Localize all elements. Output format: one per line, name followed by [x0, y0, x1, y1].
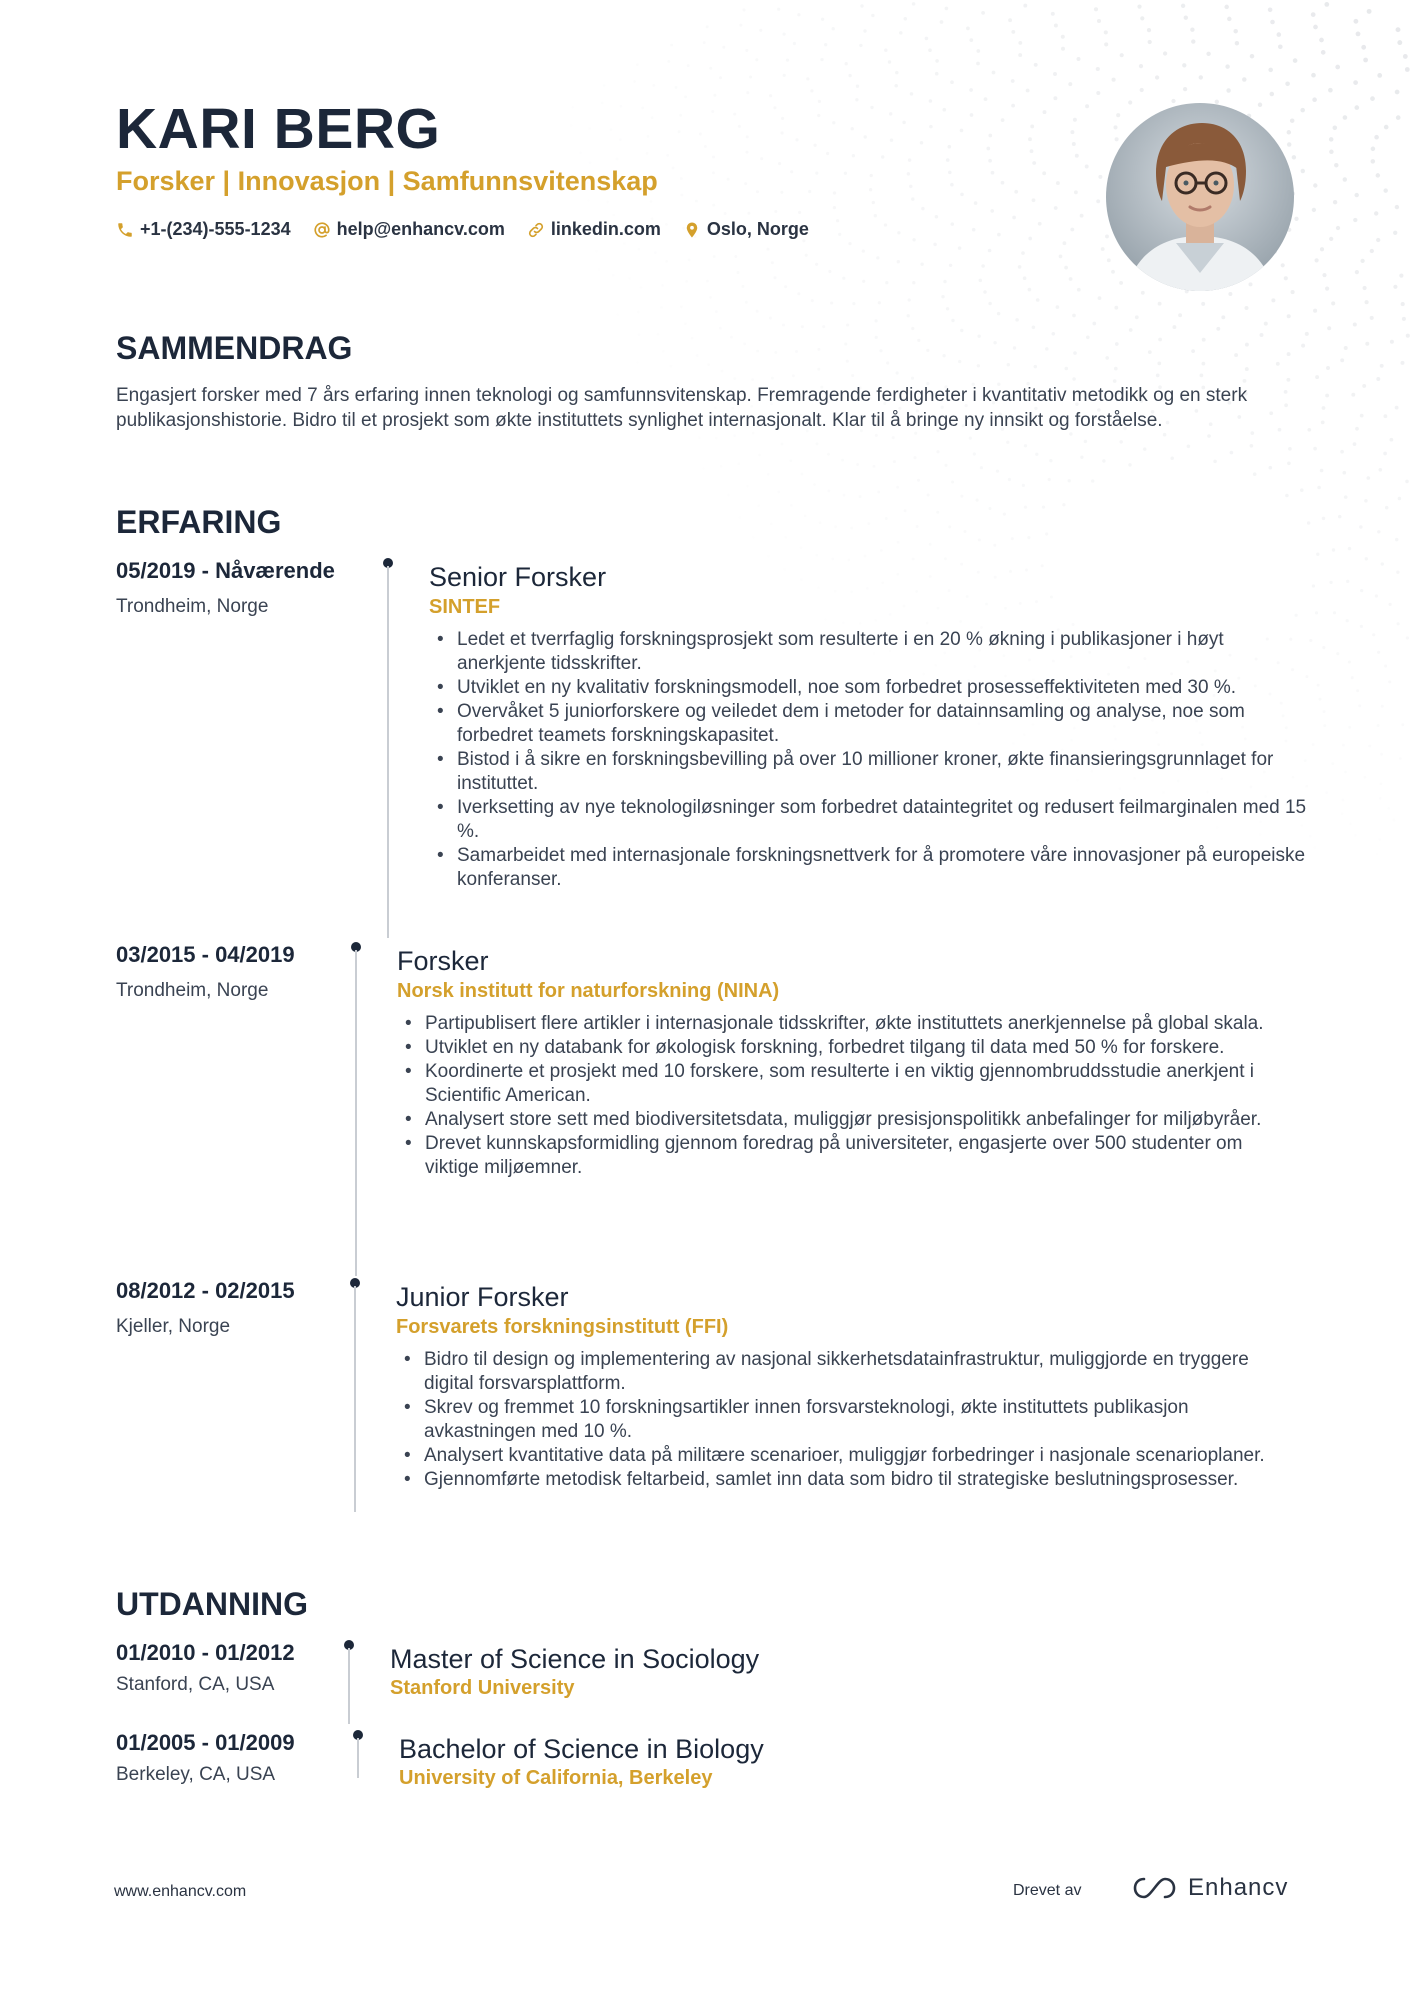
- company-name: Norsk institutt for naturforskning (NINA): [397, 980, 780, 1002]
- brand-name: Enhancv: [1188, 1874, 1289, 1901]
- footer-powered-by: Drevet av: [1013, 1882, 1082, 1899]
- enhancv-logo-icon: [1132, 1875, 1178, 1901]
- job-title: Junior Forsker: [396, 1282, 569, 1312]
- list-item: • Analysert store sett med biodiversitetsdata, muliggjør presisjonspolitikk anbefalinger for miljøbyråer.: [403, 1108, 1283, 1132]
- contact-bar: [116, 219, 809, 240]
- school-name: University of California, Berkeley: [399, 1767, 713, 1789]
- company-name: SINTEF: [429, 596, 501, 618]
- contact-location: [683, 219, 809, 240]
- education-heading: UTDANNING: [116, 1586, 308, 1622]
- job-bullets: [402, 1348, 1282, 1492]
- email-text: help@enhancv.com: [336, 219, 505, 239]
- list-item: • Bistod i å sikre en forskningsbevilling på over 10 millioner kroner, økte finansieringsgrunnlaget for instituttet.: [435, 748, 1315, 796]
- job-location: Trondheim, Norge: [116, 596, 269, 617]
- job-bullets: [403, 1012, 1283, 1180]
- school-name: Stanford University: [390, 1677, 575, 1699]
- job-title: Forsker: [397, 946, 489, 976]
- contact-linkedin[interactable]: [527, 219, 661, 240]
- education-location: Stanford, CA, USA: [116, 1674, 275, 1695]
- list-item: • Utviklet en ny kvalitativ forskningsmodell, noe som forbedret prosesseffektiviteten med 30 %.: [435, 676, 1315, 700]
- list-item: • Partipublisert flere artikler i internasjonale tidsskrifter, økte instituttets anerkjennelse på global skala.: [403, 1012, 1283, 1036]
- list-item: • Analysert kvantitative data på militære scenarioer, muliggjør forbedringer i nasjonale scenarioplaner.: [402, 1444, 1282, 1468]
- contact-phone[interactable]: [116, 219, 291, 240]
- education-dates: 01/2005 - 01/2009: [116, 1730, 295, 1755]
- location-text: Oslo, Norge: [706, 219, 809, 239]
- list-item: • Skrev og fremmet 10 forskningsartikler innen forsvarsteknologi, økte instituttets publikasjon avkastningen med 10 %.: [402, 1396, 1282, 1444]
- education-dates: 01/2010 - 01/2012: [116, 1640, 295, 1665]
- timeline-line: [355, 950, 357, 1276]
- degree-title: Bachelor of Science in Biology: [399, 1734, 764, 1764]
- timeline-line: [348, 1648, 350, 1724]
- timeline-line: [357, 1738, 359, 1778]
- list-item: • Utviklet en ny databank for økologisk forskning, forbedret tilgang til data med 50 % for forskere.: [403, 1036, 1283, 1060]
- timeline-line: [387, 566, 389, 938]
- avatar: [1106, 103, 1294, 291]
- location-pin-icon: [683, 221, 701, 239]
- job-dates: 05/2019 - Nåværende: [116, 558, 335, 583]
- company-name: Forsvarets forskningsinstitutt (FFI): [396, 1316, 729, 1338]
- job-bullets: [435, 628, 1315, 892]
- education-location: Berkeley, CA, USA: [116, 1764, 276, 1785]
- job-dates: 03/2015 - 04/2019: [116, 942, 295, 967]
- phone-text: +1-(234)-555-1234: [140, 219, 291, 239]
- headline: Forsker | Innovasjon | Samfunnsvitenskap: [116, 166, 658, 196]
- list-item: • Koordinerte et prosjekt med 10 forskere, som resulterte i en viktig gjennombruddsstudie anerkjent i Scientific American.: [403, 1060, 1283, 1108]
- degree-title: Master of Science in Sociology: [390, 1644, 760, 1674]
- footer-website[interactable]: www.enhancv.com: [114, 1883, 247, 1900]
- footer-brand[interactable]: [1132, 1874, 1288, 1902]
- link-icon: [527, 221, 545, 239]
- job-location: Kjeller, Norge: [116, 1316, 231, 1337]
- job-dates: 08/2012 - 02/2015: [116, 1278, 295, 1303]
- candidate-name: KARI BERG: [116, 97, 441, 161]
- profile-photo: [1106, 103, 1294, 291]
- list-item: • Overvåket 5 juniorforskere og veiledet dem i metoder for datainnsamling og analyse, noe som forbedret teamets forskningskapasitet.: [435, 700, 1315, 748]
- list-item: • Samarbeidet med internasjonale forskningsnettverk for å promotere våre innovasjoner på europeiske konferanser.: [435, 844, 1315, 892]
- list-item: • Ledet et tverrfaglig forskningsprosjekt som resulterte i en 20 % økning i publikasjoner i høyt anerkjente tidsskrifter.: [435, 628, 1315, 676]
- summary-heading: SAMMENDRAG: [116, 330, 353, 366]
- experience-heading: ERFARING: [116, 504, 282, 540]
- timeline-line: [354, 1286, 356, 1512]
- list-item: • Drevet kunnskapsformidling gjennom foredrag på universiteter, engasjerte over 500 studenter om viktige miljøemner.: [403, 1132, 1283, 1180]
- contact-email[interactable]: [313, 219, 505, 240]
- list-item: • Gjennomførte metodisk feltarbeid, samlet inn data som bidro til strategiske beslutningsprosesser.: [402, 1468, 1282, 1492]
- list-item: • Iverksetting av nye teknologiløsninger som forbedret dataintegritet og redusert feilmarginalen med 15 %.: [435, 796, 1315, 844]
- job-location: Trondheim, Norge: [116, 980, 269, 1001]
- list-item: • Bidro til design og implementering av nasjonal sikkerhetsdatainfrastruktur, muliggjorde en tryggere digital forsvarsplattform.: [402, 1348, 1282, 1396]
- linkedin-text: linkedin.com: [550, 219, 661, 239]
- at-icon: [313, 221, 331, 239]
- summary-text: Engasjert forsker med 7 års erfaring innen teknologi og samfunnsvitenskap. Fremragende ferdigheter i kvantitativ metodikk og en sterk publikasjonshistorie. Bidro til et prosjekt som økte instituttets synlighet internasjonalt. Klar til å bringe ny innsikt og forståelse.: [116, 385, 1248, 431]
- phone-icon: [116, 221, 134, 239]
- job-title: Senior Forsker: [429, 562, 607, 592]
